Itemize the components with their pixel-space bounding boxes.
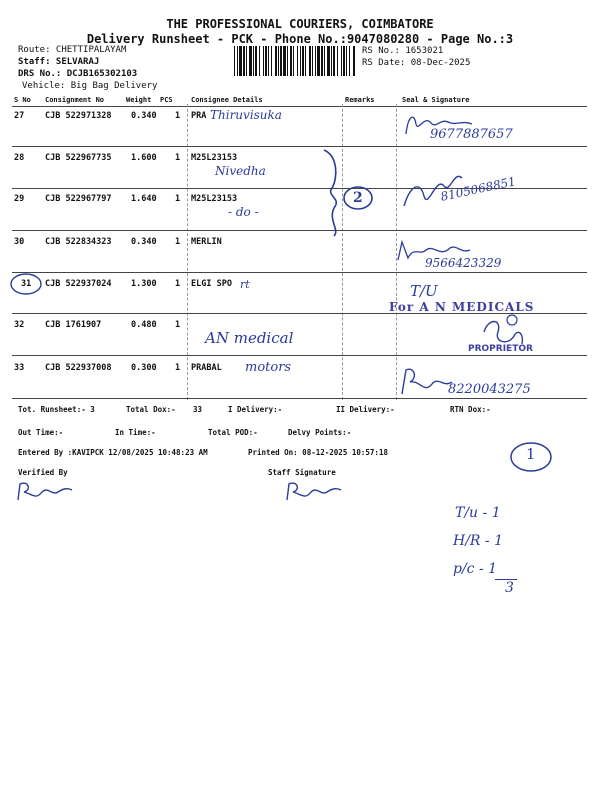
handwritten-name: motors xyxy=(245,360,292,375)
row-pcs: 1 xyxy=(175,279,181,289)
total-pod: Total POD:- xyxy=(208,428,258,437)
handwritten-phone: 9566423329 xyxy=(425,256,502,270)
note-line-2: H/R - 1 xyxy=(453,533,504,549)
row-consignment: CJB 1761907 xyxy=(45,320,102,330)
barcode-image xyxy=(233,46,358,76)
note-line-1: T/u - 1 xyxy=(455,505,501,521)
staff-signature xyxy=(283,478,343,504)
note-line-3: p/c - 1 xyxy=(453,561,498,577)
handwritten-phone: 9677887657 xyxy=(430,127,513,142)
row-sno: 32 xyxy=(14,320,25,330)
verified-by-label: Verified By xyxy=(18,468,68,477)
page-circle-number: 1 xyxy=(526,445,536,463)
handwritten-name: AN medical xyxy=(205,329,294,347)
header-rule xyxy=(12,106,587,107)
signature-scribble xyxy=(400,110,480,140)
verified-signature xyxy=(14,478,74,504)
i-delivery: I Delivery:- xyxy=(228,405,283,414)
stamp-line2: PROPRIETOR xyxy=(468,344,533,354)
row-pcs: 1 xyxy=(175,194,181,204)
row-consignee: MERLIN xyxy=(191,237,222,247)
staff-label: Staff: SELVARAJ xyxy=(18,57,100,67)
row-pcs: 1 xyxy=(175,320,181,330)
row-sno: 33 xyxy=(14,363,25,373)
row-weight: 0.340 xyxy=(131,111,157,121)
row-consignment: CJB 522967735 xyxy=(45,153,112,163)
row-consignee: PRABAL xyxy=(191,363,222,373)
company-title: THE PROFESSIONAL COURIERS, COIMBATORE xyxy=(166,17,434,31)
total-runsheet: Tot. Runsheet:- 3 xyxy=(18,405,95,414)
row-sno: 27 xyxy=(14,111,25,121)
col-consignee: Consignee Details xyxy=(191,96,263,104)
row-sno: 31 xyxy=(21,279,32,289)
handwritten-name: - do - xyxy=(228,205,259,219)
row-rule xyxy=(12,230,587,231)
staff-signature-label: Staff Signature xyxy=(268,468,336,477)
row-sno: 29 xyxy=(14,194,25,204)
col-pcs: PCS xyxy=(160,96,173,104)
col-consignment: Consignment No xyxy=(45,96,105,104)
total-dox-label: Total Dox:- xyxy=(126,405,176,414)
row-consignee: PRA xyxy=(191,111,207,121)
row-weight: 1.300 xyxy=(131,279,157,289)
out-time: Out Time:- xyxy=(18,428,64,437)
row-consignee: ELGI SPO xyxy=(191,279,232,289)
row-sno: 30 xyxy=(14,237,25,247)
in-time: In Time:- xyxy=(115,428,156,437)
drs-label: DRS No.: DCJB165302103 xyxy=(18,69,138,79)
handwritten-tu: T/U xyxy=(410,282,438,300)
row-weight: 1.640 xyxy=(131,194,157,204)
ii-delivery: II Delivery:- xyxy=(336,405,395,414)
row-consignment: CJB 522834323 xyxy=(45,237,112,247)
row-consignment: CJB 522937024 xyxy=(45,279,112,289)
row-consignee: M25L23153 xyxy=(191,153,238,163)
col-seal: Seal & Signature xyxy=(402,96,470,104)
handwritten-phone: 8220043275 xyxy=(448,382,531,397)
row-weight: 0.480 xyxy=(131,320,157,330)
row-pcs: 1 xyxy=(175,111,181,121)
signature-scribble xyxy=(396,364,456,400)
entered-by: Entered By :KAVIPCK 12/08/2025 10:48:23 AM xyxy=(18,448,208,457)
row-31-circle-mark xyxy=(8,272,44,296)
remarks-circle-number: 2 xyxy=(353,190,363,206)
row-rule xyxy=(12,398,587,399)
row-consignee: M25L23153 xyxy=(191,194,238,204)
handwritten-name: Nivedha xyxy=(215,164,266,178)
handwritten-phone: 8105068851 xyxy=(439,174,517,204)
col-sno: S No xyxy=(14,96,31,104)
stamp-line1: For A N MEDICALS xyxy=(389,300,535,314)
row-weight: 1.600 xyxy=(131,153,157,163)
col-weight: Weight xyxy=(126,96,152,104)
row-weight: 0.340 xyxy=(131,237,157,247)
row-weight: 0.300 xyxy=(131,363,157,373)
row-rule xyxy=(12,272,587,273)
row-rule xyxy=(12,355,587,356)
printed-on: Printed On: 08-12-2025 10:57:18 xyxy=(248,448,388,457)
runsheet-subtitle: Delivery Runsheet - PCK - Phone No.:9047080280 - Page No.:3 xyxy=(86,32,514,46)
rtn-dox: RTN Dox:- xyxy=(450,405,491,414)
row-rule xyxy=(12,146,587,147)
row-pcs: 1 xyxy=(175,237,181,247)
row-consignment: CJB 522937008 xyxy=(45,363,112,373)
route-label: Route: CHETTIPALAYAM xyxy=(18,45,127,55)
note-line-4: 3 xyxy=(505,580,514,596)
row-consignment: CJB 522967797 xyxy=(45,194,112,204)
col-remarks: Remarks xyxy=(345,96,375,104)
rs-date: RS Date: 08-Dec-2025 xyxy=(362,58,471,68)
delvy-points: Delvy Points:- xyxy=(288,428,352,437)
total-dox-value: 33 xyxy=(193,405,203,414)
handwritten-name: Thiruvisuka xyxy=(210,108,282,122)
rs-number: RS No.: 1653021 xyxy=(362,46,444,56)
vehicle-label: Vehicle: Big Bag Delivery xyxy=(22,81,158,91)
row-sno: 28 xyxy=(14,153,25,163)
row-pcs: 1 xyxy=(175,153,181,163)
handwritten-name: rt xyxy=(240,278,250,291)
row-pcs: 1 xyxy=(175,363,181,373)
signature-scribble xyxy=(394,238,474,268)
row-consignment: CJB 522971328 xyxy=(45,111,112,121)
signature-scribble xyxy=(400,166,470,216)
